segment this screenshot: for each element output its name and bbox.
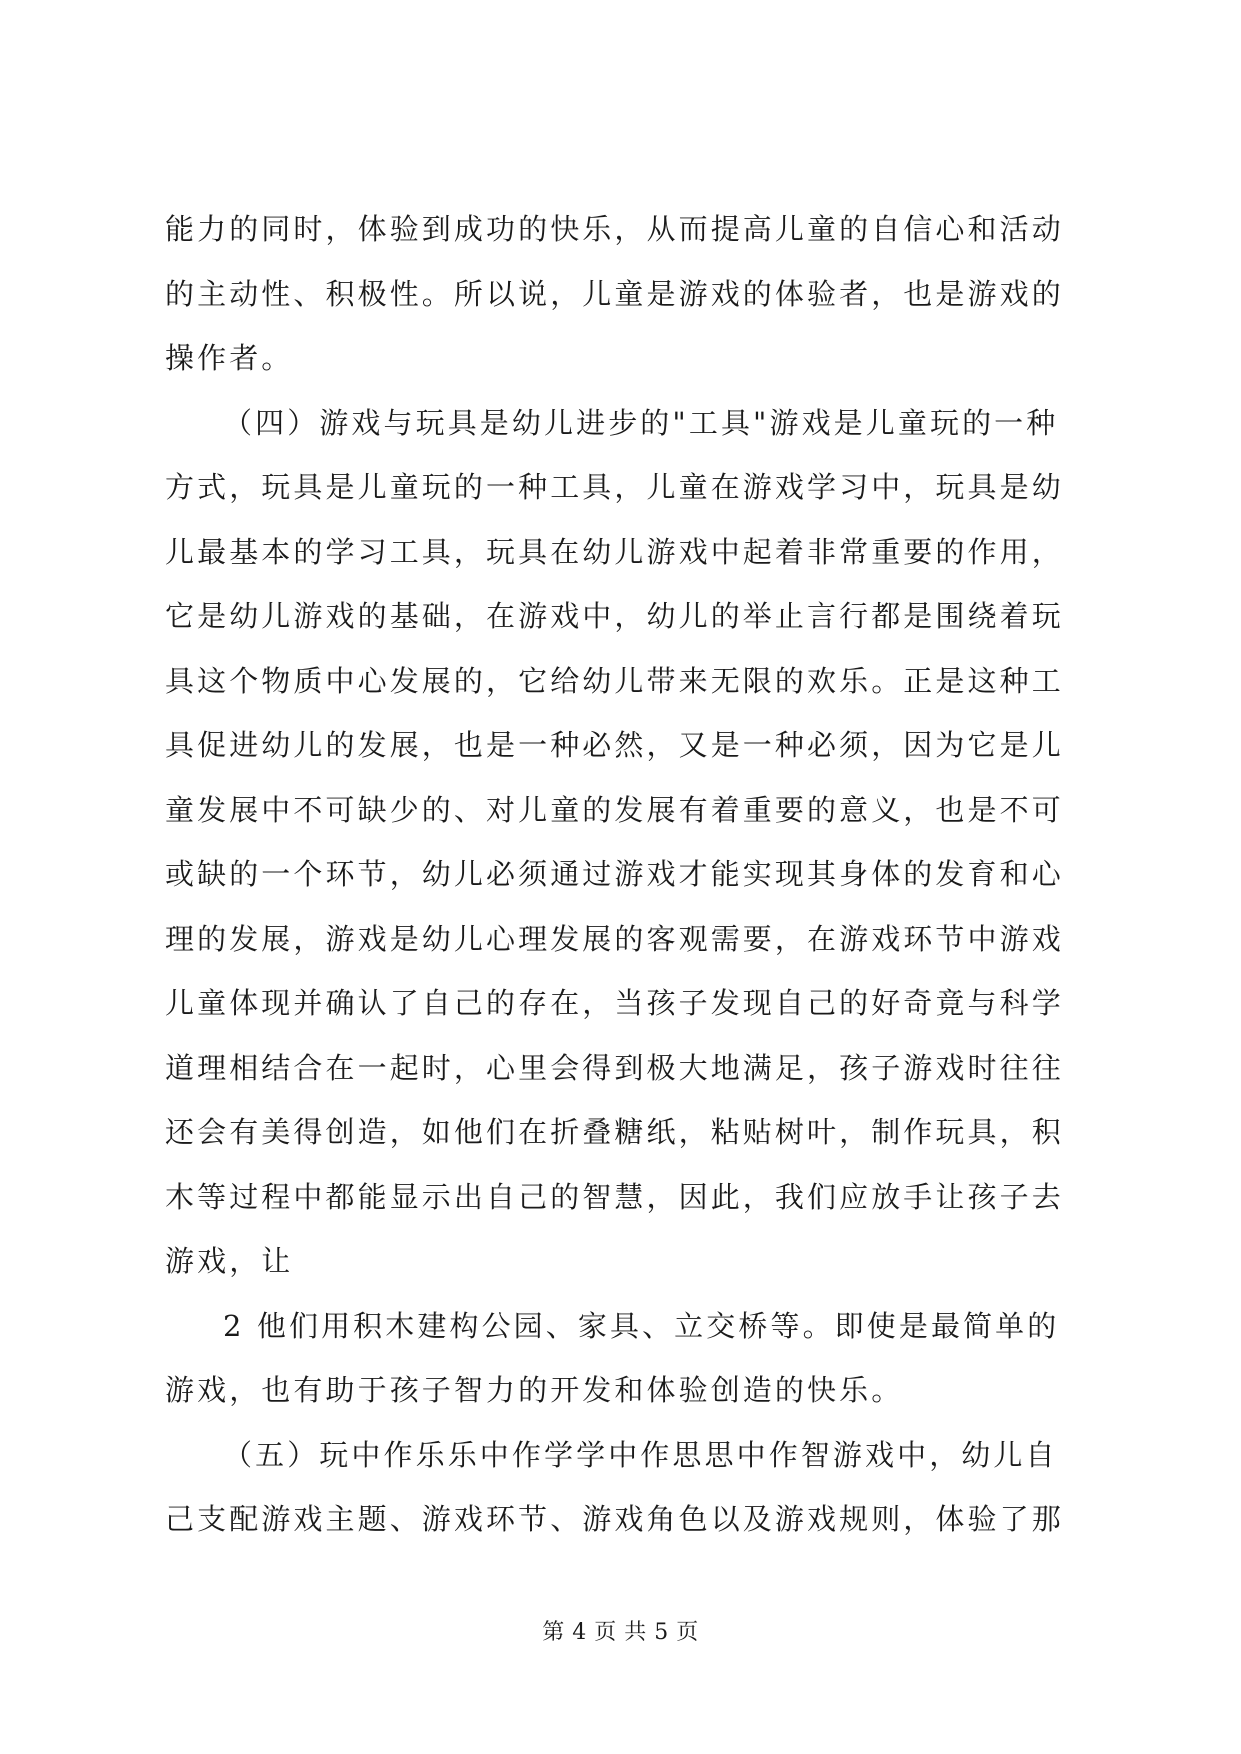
- text-line: 童发展中不可缺少的、对儿童的发展有着重要的意义，也是不可: [165, 792, 1064, 827]
- text-line: 它是幼儿游戏的基础，在游戏中，幼儿的举止言行都是围绕着玩: [165, 599, 1064, 633]
- text-line: 己支配游戏主题、游戏环节、游戏角色以及游戏规则，体验了那: [165, 1502, 1064, 1536]
- text-line: 儿最基本的学习工具，玩具在幼儿游戏中起着非常重要的作用，: [165, 534, 1064, 569]
- page-number-footer: 第 4 页 共 5 页: [542, 1620, 699, 1645]
- text-line: 或缺的一个环节，幼儿必须通过游戏才能实现其身体的发育和心: [165, 857, 1064, 891]
- text-line: 道理相结合在一起时，心里会得到极大地满足，孩子游戏时往往: [165, 1050, 1064, 1085]
- text-line: 操作者。: [165, 341, 294, 375]
- text-line: 还会有美得创造，如他们在折叠糖纸，粘贴树叶，制作玩具，积: [165, 1115, 1064, 1149]
- text-line: 游戏，让: [165, 1244, 294, 1278]
- body-text: [165, 197, 1075, 1552]
- paragraph-start-line: 2 他们用积木建构公园、家具、立交桥等。即使是最简单的: [223, 1308, 1060, 1343]
- text-line: 能力的同时，体验到成功的快乐，从而提高儿童的自信心和活动: [165, 212, 1064, 246]
- text-line: 具这个物质中心发展的，它给幼儿带来无限的欢乐。正是这种工: [165, 663, 1064, 698]
- paragraph-start-line: （五）玩中作乐乐中作学学中作思思中作智游戏中，幼儿自: [223, 1437, 1058, 1472]
- text-line: 理的发展，游戏是幼儿心理发展的客观需要，在游戏环节中游戏: [165, 921, 1064, 956]
- text-line: 游戏，也有助于孩子智力的开发和体验创造的快乐。: [165, 1373, 904, 1407]
- paragraph-start-line: （四）游戏与玩具是幼儿进步的"工具"游戏是儿童玩的一种: [223, 405, 1059, 440]
- text-line: 方式，玩具是儿童玩的一种工具，儿童在游戏学习中，玩具是幼: [165, 470, 1064, 504]
- text-line: 儿童体现并确认了自己的存在，当孩子发现自己的好奇竟与科学: [165, 986, 1064, 1020]
- text-line: 的主动性、积极性。所以说，儿童是游戏的体验者，也是游戏的: [165, 276, 1064, 311]
- text-line: 具促进幼儿的发展，也是一种必然，又是一种必须，因为它是儿: [165, 728, 1064, 762]
- text-line: 木等过程中都能显示出自己的智慧，因此，我们应放手让孩子去: [165, 1179, 1064, 1214]
